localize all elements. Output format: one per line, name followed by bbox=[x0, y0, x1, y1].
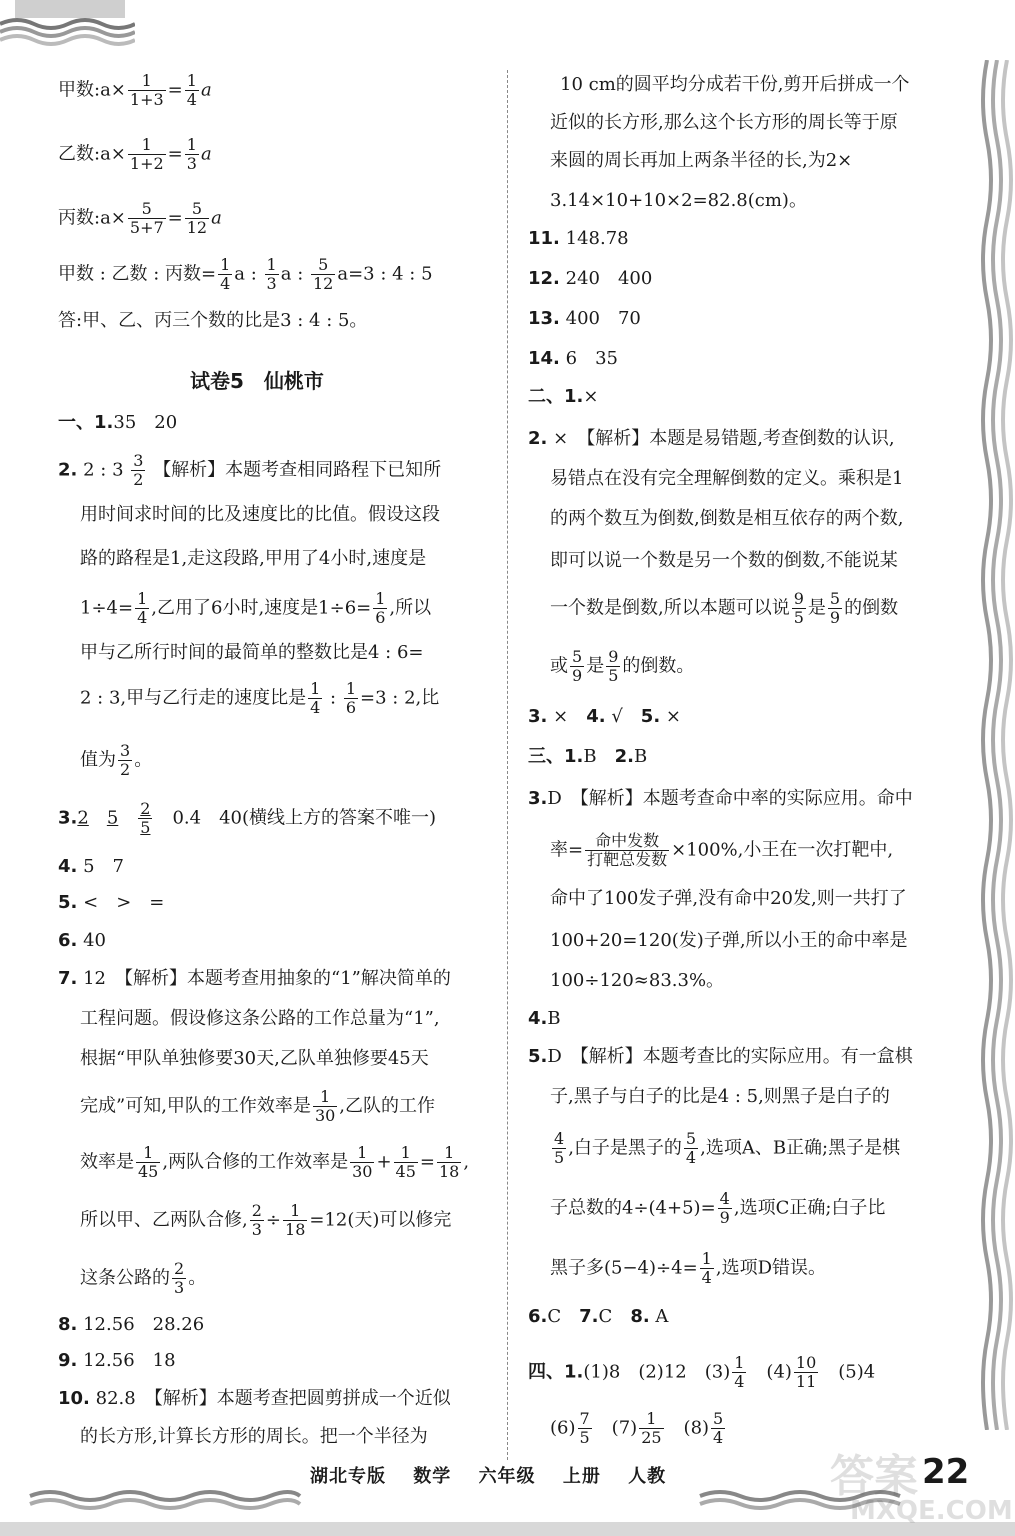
fraction: $\frac{7}{5}$ bbox=[579, 1409, 590, 1447]
fraction: $\frac{\text{命中发数}}{\text{打靶总发数}}$ bbox=[587, 831, 668, 869]
part3-q3-line: 100÷120≈83.3%。 bbox=[550, 970, 725, 991]
fraction: $\frac{1}{45}$ bbox=[395, 1143, 416, 1181]
footer-publisher: 人教 bbox=[628, 1466, 667, 1487]
q7-line: 这条公路的 $\frac{2}{3}$ 。 bbox=[80, 1259, 207, 1297]
fraction: $\frac{5}{4}$ bbox=[713, 1409, 724, 1447]
part2-q2-line: 的两个数互为倒数,倒数是相互依存的两个数, bbox=[550, 508, 904, 529]
q7: 7. 12 【解析】本题考查用抽象的“1”解决简单的 bbox=[58, 968, 451, 989]
q7-line: 所以甲、乙两队合修, $\frac{2}{3}$ ÷ $\frac{1}{18}$ =12(天)可以修完 bbox=[80, 1201, 452, 1239]
q10-continued: 近似的长方形,那么这个长方形的周长等于原 bbox=[550, 112, 898, 133]
q3: 3.2 5 $\frac{2}{5}$ 0.4 40(横线上方的答案不唯一) bbox=[58, 799, 437, 837]
q6: 6. 40 bbox=[58, 930, 107, 951]
fraction: $\frac{2}{3}$ bbox=[251, 1201, 262, 1239]
q2-line: 甲与乙所行时间的最简单的整数比是4 : 6= bbox=[80, 642, 424, 663]
fraction: $\frac{2}{3}$ bbox=[174, 1259, 185, 1297]
part3-q3-line: 100+20=120(发)子弹,所以小王的命中率是 bbox=[550, 930, 908, 951]
fraction: $\frac{9}{5}$ bbox=[608, 647, 619, 685]
fraction: $\frac{5}{4}$ bbox=[685, 1129, 697, 1167]
fraction: $\frac{9}{5}$ bbox=[793, 589, 804, 627]
part3-q6-8: 6.C 7.C 8. A bbox=[528, 1306, 669, 1327]
q14: 14. 6 35 bbox=[528, 348, 618, 369]
q2-line: 2 : 3,甲与乙行走的速度比是 $\frac{1}{4}$ : $\frac{1}{6}$ =3 : 2,比 bbox=[80, 679, 440, 717]
fraction: $\frac{2}{5}$ bbox=[140, 799, 151, 837]
page-footer bbox=[310, 1462, 686, 1488]
q10-line: 的长方形,计算长方形的周长。把一个半径为 bbox=[80, 1426, 428, 1447]
fraction: $\frac{1}{6}$ bbox=[375, 589, 386, 627]
q13: 13. 400 70 bbox=[528, 308, 641, 329]
q10-continued: 来圆的周长再加上两条半径的长,为2× bbox=[550, 150, 853, 171]
fraction: $\frac{10}{11}$ bbox=[795, 1353, 817, 1391]
fraction: $\frac{1}{18}$ bbox=[439, 1143, 460, 1181]
q5: 5. < > = bbox=[58, 892, 165, 913]
q11: 11. 148.78 bbox=[528, 228, 629, 249]
q10-continued: 3.14×10+10×2=82.8(cm)。 bbox=[550, 190, 807, 211]
fraction: $\frac{1}{1+3}$ bbox=[129, 71, 164, 109]
part2-q2-line: 或 $\frac{5}{9}$ 是 $\frac{9}{5}$ 的倒数。 bbox=[550, 647, 695, 685]
q9: 9. 12.56 18 bbox=[58, 1350, 176, 1371]
fraction: $\frac{5}{9}$ bbox=[829, 589, 841, 627]
part4-q1: 四、1.(1)8 (2)12 (3) $\frac{1}{4}$ (4) $\frac{10}{11}$ (5)4 bbox=[528, 1353, 876, 1391]
q2-line: 路的路程是1,走这段路,甲用了4小时,速度是 bbox=[80, 548, 427, 569]
footer-edition: 湖北专版 bbox=[310, 1466, 386, 1487]
section-title: 试卷5 仙桃市 bbox=[190, 369, 324, 393]
q2-line: 用时间求时间的比及速度比的比值。假设这段 bbox=[80, 504, 440, 525]
part3-q5: 5.D 【解析】本题考查比的实际应用。有一盒棋 bbox=[528, 1046, 913, 1067]
answer-line: 答:甲、乙、丙三个数的比是3 : 4 : 5。 bbox=[58, 310, 368, 331]
footer-subject: 数学 bbox=[413, 1466, 452, 1487]
part3-q5-line: 子总数的4÷(4+5)= $\frac{4}{9}$ ,选项C正确;白子比 bbox=[550, 1189, 886, 1227]
footer-grade: 六年级 bbox=[478, 1466, 536, 1487]
fraction: $\frac{1}{25}$ bbox=[641, 1409, 662, 1447]
part3-q5-line: 黑子多(5−4)÷4= $\frac{1}{4}$ ,选项D错误。 bbox=[550, 1249, 826, 1287]
part3-q3-line: 命中了100发子弹,没有命中20发,则一共打了 bbox=[550, 888, 907, 909]
q2-line: 值为 $\frac{3}{2}$ 。 bbox=[80, 741, 153, 779]
part2-q2-line: 即可以说一个数是另一个数的倒数,不能说某 bbox=[550, 550, 898, 571]
q10: 10. 82.8 【解析】本题考查把圆剪拼成一个近似 bbox=[58, 1388, 451, 1409]
line-ratio: 甲数 : 乙数 : 丙数= $\frac{1}{4}$ a : $\frac{1}{3}$ a : $\frac{5}{12}$ a=3 : 4 : 5 bbox=[58, 255, 433, 293]
q2: 2. 2 : 3 $\frac{3}{2}$ 【解析】本题考查相同路程下已知所 bbox=[58, 451, 442, 489]
watermark-logo: 答案 MXQE.COM bbox=[830, 1451, 1013, 1526]
fraction: $\frac{1}{3}$ bbox=[186, 135, 197, 173]
line-yi: 乙数:a× $\frac{1}{1+2}$ = $\frac{1}{3}$ a bbox=[58, 135, 212, 173]
q7-line: 完成”可知,甲队的工作效率是 $\frac{1}{30}$ ,乙队的工作 bbox=[80, 1087, 436, 1125]
q12: 12. 240 400 bbox=[528, 268, 653, 289]
fraction: $\frac{1}{1+2}$ bbox=[129, 135, 164, 173]
top-wave-decoration bbox=[0, 0, 135, 52]
part3-q3-line: 率= $\frac{\text{命中发数}}{\text{打靶总发数}}$ ×100%,小王在一次打靶中, bbox=[550, 831, 894, 869]
page-number: 22 bbox=[922, 1452, 970, 1492]
part3-q5-line: $\frac{4}{5}$ ,白子是黑子的 $\frac{5}{4}$ ,选项A、B正确;黑子是棋 bbox=[554, 1129, 901, 1167]
q4: 4. 5 7 bbox=[58, 856, 125, 877]
fraction: $\frac{3}{2}$ bbox=[120, 741, 131, 779]
column-divider bbox=[507, 70, 508, 1460]
fraction: $\frac{1}{6}$ bbox=[345, 679, 357, 717]
q1: 一、1.35 20 bbox=[58, 412, 178, 433]
part3-q1-2: 三、1.B 2.B bbox=[528, 746, 648, 767]
part3-q4: 4.B bbox=[528, 1008, 561, 1029]
fraction: $\frac{1}{45}$ bbox=[138, 1143, 159, 1181]
fraction: $\frac{5}{9}$ bbox=[572, 647, 583, 685]
fraction: $\frac{4}{5}$ bbox=[554, 1129, 565, 1167]
fraction: $\frac{1}{4}$ bbox=[137, 589, 148, 627]
q7-line: 工程问题。假设修这条公路的工作总量为“1”, bbox=[80, 1008, 440, 1029]
part3-q5-line: 子,黑子与白子的比是4 : 5,则黑子是白子的 bbox=[550, 1086, 890, 1107]
part2-q3-5: 3. × 4. √ 5. × bbox=[528, 706, 681, 727]
fraction: $\frac{5}{5+7}$ bbox=[129, 199, 164, 237]
fraction: $\frac{1}{4}$ bbox=[310, 679, 321, 717]
fraction: $\frac{1}{4}$ bbox=[220, 255, 231, 293]
fraction: $\frac{5}{12}$ bbox=[312, 255, 334, 293]
fraction: $\frac{1}{30}$ bbox=[314, 1087, 336, 1125]
fraction: $\frac{1}{4}$ bbox=[734, 1353, 745, 1391]
part2-q2: 2. × 【解析】本题是易错题,考查倒数的认识, bbox=[528, 428, 895, 449]
fraction: $\frac{1}{18}$ bbox=[285, 1201, 306, 1239]
part2-q2-line: 易错点在没有完全理解倒数的定义。乘积是1 bbox=[550, 468, 904, 489]
q10-continued: 10 cm的圆平均分成若干份,剪开后拼成一个 bbox=[560, 74, 910, 95]
part2-q2-line: 一个数是倒数,所以本题可以说 $\frac{9}{5}$ 是 $\frac{5}{9}$ 的倒数 bbox=[550, 589, 899, 627]
fraction: $\frac{4}{9}$ bbox=[719, 1189, 730, 1227]
right-wave-decoration bbox=[977, 60, 1015, 1430]
footer-volume: 上册 bbox=[562, 1466, 601, 1487]
fraction: $\frac{1}{4}$ bbox=[186, 71, 197, 109]
fraction: $\frac{1}{30}$ bbox=[352, 1143, 373, 1181]
fraction: $\frac{5}{12}$ bbox=[186, 199, 208, 237]
fraction: $\frac{1}{3}$ bbox=[266, 255, 277, 293]
line-jia: 甲数:a× $\frac{1}{1+3}$ = $\frac{1}{4}$ a bbox=[58, 71, 212, 109]
part4-q1-line: (6) $\frac{7}{5}$ (7) $\frac{1}{25}$ (8) $\frac{5}{4}$ bbox=[550, 1409, 724, 1447]
part3-q3: 3.D 【解析】本题考查命中率的实际应用。命中 bbox=[528, 788, 913, 809]
q2-line: 1÷4= $\frac{1}{4}$ ,乙用了6小时,速度是1÷6= $\frac{1}{6}$ ,所以 bbox=[80, 589, 432, 627]
fraction: $\frac{1}{4}$ bbox=[701, 1249, 712, 1287]
line-bing: 丙数:a× $\frac{5}{5+7}$ = $\frac{5}{12}$ a bbox=[58, 199, 222, 237]
q7-line: 效率是 $\frac{1}{45}$ ,两队合修的工作效率是 $\frac{1}{30}$ + $\frac{1}{45}$ = $\frac{1}{18}$ , bbox=[80, 1143, 470, 1181]
part2-q1: 二、1.× bbox=[528, 386, 599, 407]
q8: 8. 12.56 28.26 bbox=[58, 1314, 205, 1335]
fraction: $\frac{3}{2}$ bbox=[133, 451, 144, 489]
q7-line: 根据“甲队单独修要30天,乙队单独修要45天 bbox=[80, 1048, 429, 1069]
